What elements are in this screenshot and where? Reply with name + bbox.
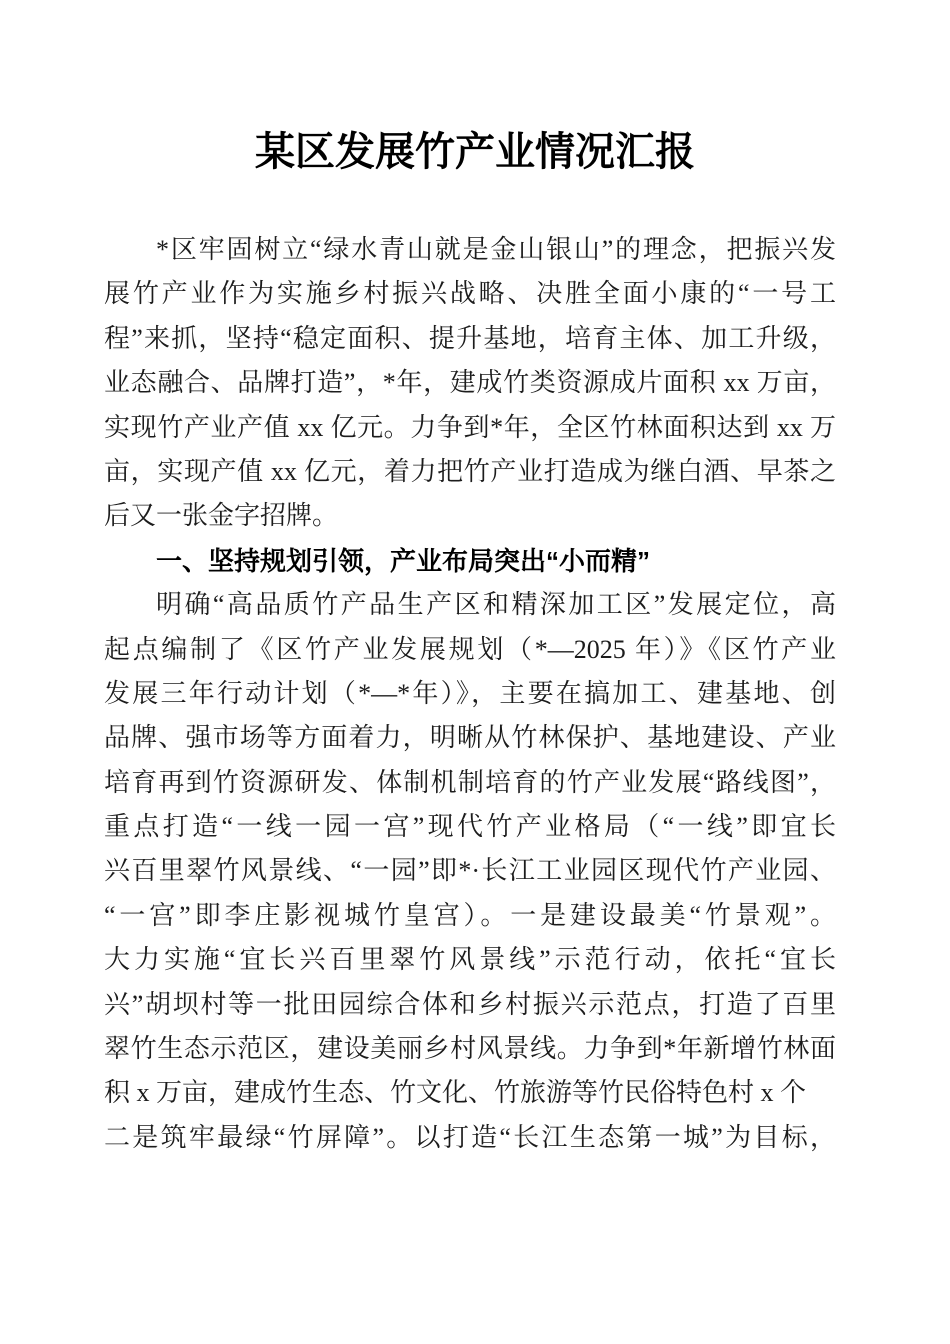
paragraph-line: 品牌、强市场等方面着力，明晰从竹林保护、基地建设、产业 [104,723,836,753]
paragraph-line: 翠竹生态示范区，建设美丽乡村风景线。力争到*年新增竹林面 [104,1034,836,1064]
paragraph-line: 二是筑牢最绿“竹屏障”。以打造“长江生态第一城”为目标， [104,1122,836,1152]
paragraph-line: 程”来抓，坚持“稳定面积、提升基地，培育主体、加工升级， [104,323,836,353]
paragraph-line: 后又一张金字招牌。 [104,501,339,531]
document-title: 某区发展竹产业情况汇报 [255,128,695,175]
paragraph-line: “一宫”即李庄影视城竹皇宫）。一是建设最美“竹景观”。 [104,900,836,930]
document-body [104,228,836,1160]
paragraph-line: *区牢固树立“绿水青山就是金山银山”的理念，把振兴发 [156,235,836,264]
paragraph-line: 展竹产业作为实施乡村振兴战略、决胜全面小康的“一号工 [104,279,836,309]
paragraph-line: 大力实施“宜长兴百里翠竹风景线”示范行动，依托“宜长 [104,945,836,975]
paragraph-line: 发展三年行动计划（*—*年）》，主要在搞加工、建基地、创 [104,678,836,708]
paragraph-line: 起点编制了《区竹产业发展规划（*—2025 年）》《区竹产业 [104,634,836,664]
paragraph-line: 业态融合、品牌打造”，*年，建成竹类资源成片面积 xx 万亩， [104,368,836,398]
paragraph-line: 重点打造“一线一园一宫”现代竹产业格局（“一线”即宜长 [104,812,836,842]
paragraph-line: 明确“高品质竹产品生产区和精深加工区”发展定位，高 [156,590,836,620]
paragraph-line: 兴”胡坝村等一批田园综合体和乡村振兴示范点，打造了百里 [104,989,836,1019]
paragraph-line: 积 x 万亩，建成竹生态、竹文化、竹旅游等竹民俗特色村 x 个 [104,1078,807,1108]
paragraph-line: 亩，实现产值 xx 亿元，着力把竹产业打造成为继白酒、早茶之 [104,456,836,486]
paragraph-line: 兴百里翠竹风景线、“一园”即*·长江工业园区现代竹产业园、 [104,856,836,886]
paragraph-line: 实现竹产业产值 xx 亿元。力争到*年，全区竹林面积达到 xx 万 [104,412,836,442]
section-heading: 一、坚持规划引领，产业布局突出“小而精” [156,545,651,576]
paragraph-line: 培育再到竹资源研发、体制机制培育的竹产业发展“路线图”， [104,767,836,797]
